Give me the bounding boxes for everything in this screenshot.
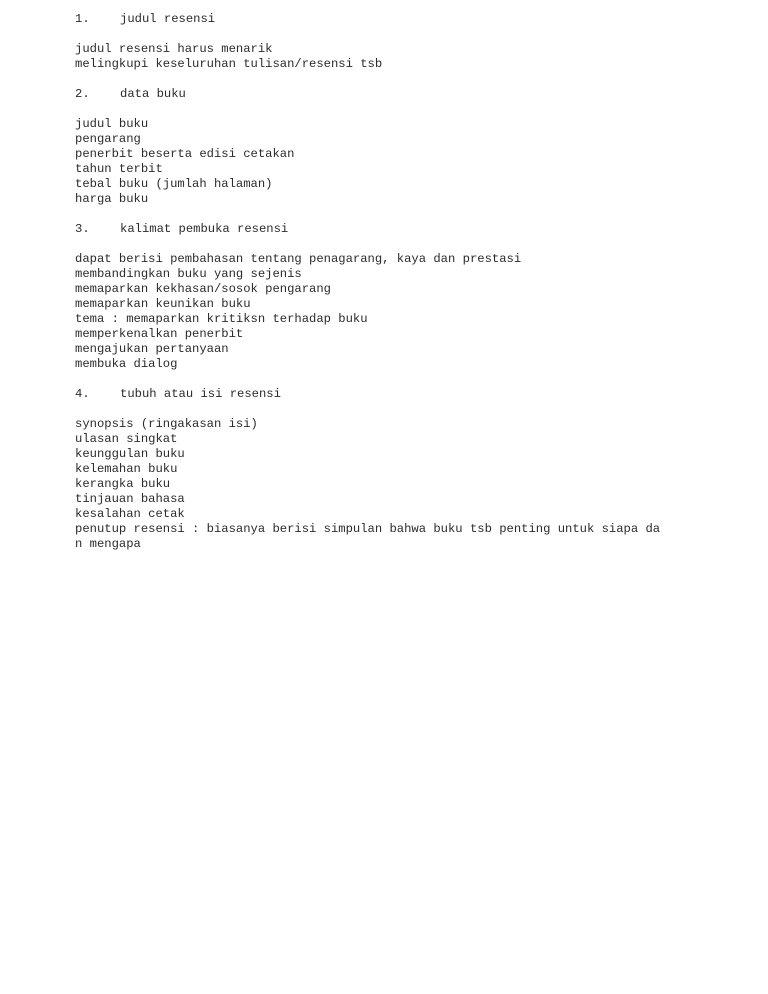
- section-lines: [75, 417, 735, 552]
- text-line: mengajukan pertanyaan: [75, 342, 229, 356]
- text-line: keunggulan buku: [75, 447, 185, 461]
- text-line: pengarang: [75, 132, 141, 146]
- text-line: ulasan singkat: [75, 432, 178, 446]
- text-line: judul resensi harus menarik: [75, 42, 273, 56]
- section-number: 2.: [75, 87, 90, 101]
- section-data-buku: [75, 87, 735, 207]
- section-number: 3.: [75, 222, 90, 236]
- section-tubuh-resensi: [75, 387, 735, 552]
- text-line: n mengapa: [75, 537, 141, 551]
- text-line: tebal buku (jumlah halaman): [75, 177, 273, 191]
- section-lines: [75, 42, 735, 72]
- text-line: penutup resensi : biasanya berisi simpulan bahwa buku tsb penting untuk siapa da: [75, 522, 661, 536]
- text-line: dapat berisi pembahasan tentang penagarang, kaya dan prestasi: [75, 252, 522, 266]
- section-heading: [75, 87, 735, 102]
- text-line: judul buku: [75, 117, 149, 131]
- text-line: memaparkan kekhasan/sosok pengarang: [75, 282, 331, 296]
- section-title: kalimat pembuka resensi: [120, 222, 289, 236]
- text-line: kerangka buku: [75, 477, 171, 491]
- section-number: 1.: [75, 12, 90, 26]
- text-line: tema : memaparkan kritiksn terhadap buku: [75, 312, 368, 326]
- section-kalimat-pembuka: [75, 222, 735, 372]
- text-line: tinjauan bahasa: [75, 492, 185, 506]
- section-judul-resensi: [75, 12, 735, 72]
- section-title: data buku: [120, 87, 186, 101]
- text-line: kelemahan buku: [75, 462, 178, 476]
- section-heading: [75, 12, 735, 27]
- section-number: 4.: [75, 387, 90, 401]
- text-line: memperkenalkan penerbit: [75, 327, 244, 341]
- section-title: judul resensi: [120, 12, 216, 26]
- text-line: penerbit beserta edisi cetakan: [75, 147, 295, 161]
- section-lines: [75, 252, 735, 372]
- text-line: memaparkan keunikan buku: [75, 297, 251, 311]
- text-line: synopsis (ringakasan isi): [75, 417, 258, 431]
- section-title: tubuh atau isi resensi: [120, 387, 281, 401]
- document-page: [75, 12, 735, 567]
- text-line: melingkupi keseluruhan tulisan/resensi tsb: [75, 57, 383, 71]
- text-line: tahun terbit: [75, 162, 163, 176]
- section-lines: [75, 117, 735, 207]
- section-heading: [75, 222, 735, 237]
- text-line: kesalahan cetak: [75, 507, 185, 521]
- text-line: membuka dialog: [75, 357, 178, 371]
- section-heading: [75, 387, 735, 402]
- text-line: harga buku: [75, 192, 149, 206]
- text-line: membandingkan buku yang sejenis: [75, 267, 302, 281]
